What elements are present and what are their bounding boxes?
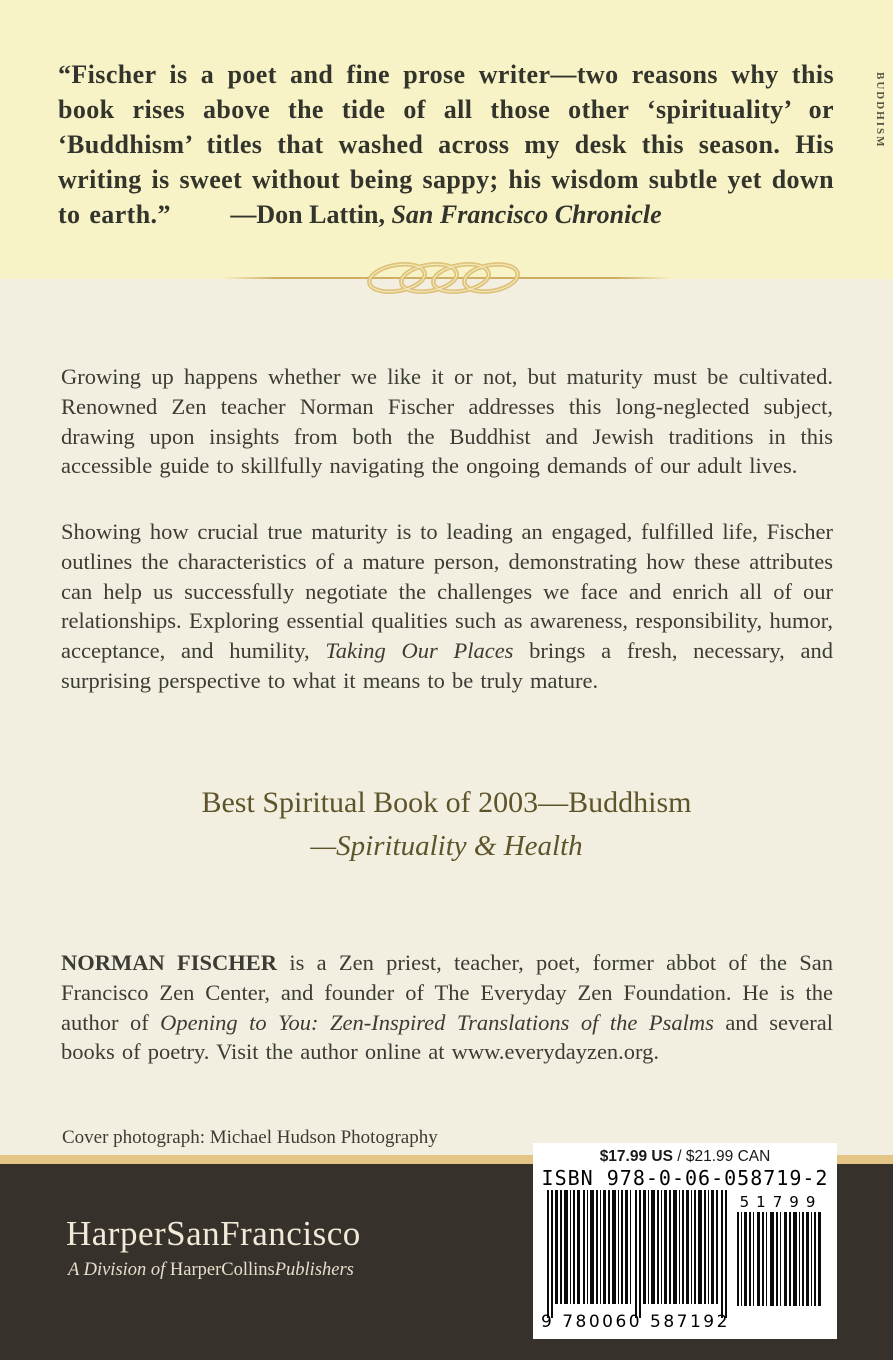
review-quote-section <box>0 0 893 279</box>
division-roman: HarperCollins <box>169 1260 275 1280</box>
category-label: BUDDHISM <box>874 72 886 149</box>
author-bio <box>61 948 833 1067</box>
isbn-label: ISBN 978-0-06-058719-2 <box>541 1166 829 1190</box>
award-line-1: Best Spiritual Book of 2003—Buddhism <box>201 786 692 819</box>
addon-barcode-icon <box>737 1212 825 1306</box>
division-suffix: Publishers <box>274 1260 354 1280</box>
quote-attribution-name: —Don Lattin, <box>230 200 392 229</box>
division-prefix: A Division of <box>68 1260 170 1280</box>
publisher-division <box>68 1260 354 1281</box>
book-title-italic: Taking Our Places <box>325 638 514 664</box>
quote-attribution-source: San Francisco Chronicle <box>391 200 662 229</box>
synopsis-paragraph-1: Growing up happens whether we like it or not, but maturity must be cultivated. Renowned Zen teacher Norman Fischer addresses this long-neglected subject, drawing upon insights from both the Buddhist and Jewish traditions in this accessible guide to skillfully navigating the ongoing demands of our adult lives. <box>61 364 833 479</box>
author-name: NORMAN FISCHER <box>61 950 278 975</box>
ean-digits: 9 780060 587192 <box>541 1312 730 1332</box>
author-bio-text: is a Zen priest, teacher, poet, former abbot of the San Francisco Zen Center, and founder of The Everyday Zen Foundation. He is the author of <box>61 950 833 1035</box>
price-can: / $21.99 CAN <box>672 1148 771 1165</box>
price-label <box>533 1148 837 1166</box>
author-bio-end: and several books of poetry. Visit the author online at www.everydayzen.org. <box>61 1009 833 1065</box>
award-block <box>0 786 893 863</box>
synopsis-paragraph-2-text: Showing how crucial true maturity is to leading an engaged, fulfilled life, Fischer outlines the characteristics of a mature person, demonstrating how these attributes can help us successfully negotiate the challenges we face and enrich all of our relationships. Exploring essential qualities such as awareness, responsibility, humor, acceptance, and humility, <box>61 519 833 664</box>
quote-attribution <box>58 200 834 230</box>
publisher-logo: HarperSanFrancisco <box>66 1214 361 1253</box>
award-line-2: —Spirituality & Health <box>310 830 583 862</box>
review-quote: “Fischer is a poet and fine prose writer—two reasons why this book rises above the tide of all those other ‘spirituality’ or ‘Buddhism’ titles that washed across my desk this season. His writing is sweet without being sappy; his wisdom subtle yet down to earth.” <box>58 60 834 229</box>
barcode-panel <box>533 1143 837 1339</box>
ean-barcode-icon <box>547 1190 733 1320</box>
price-us: $17.99 US <box>599 1148 673 1165</box>
synopsis-paragraph-2-end: brings a fresh, necessary, and surprising perspective to what it means to be truly mature. <box>61 638 833 693</box>
addon-digits: 51799 <box>739 1193 823 1211</box>
rope-knot-ornament-icon <box>365 256 525 300</box>
synopsis-paragraph-2 <box>61 517 833 696</box>
cover-photo-credit: Cover photograph: Michael Hudson Photography <box>62 1127 438 1148</box>
author-book-title-italic: Opening to You: Zen-Inspired Translations of the Psalms <box>160 1009 714 1035</box>
